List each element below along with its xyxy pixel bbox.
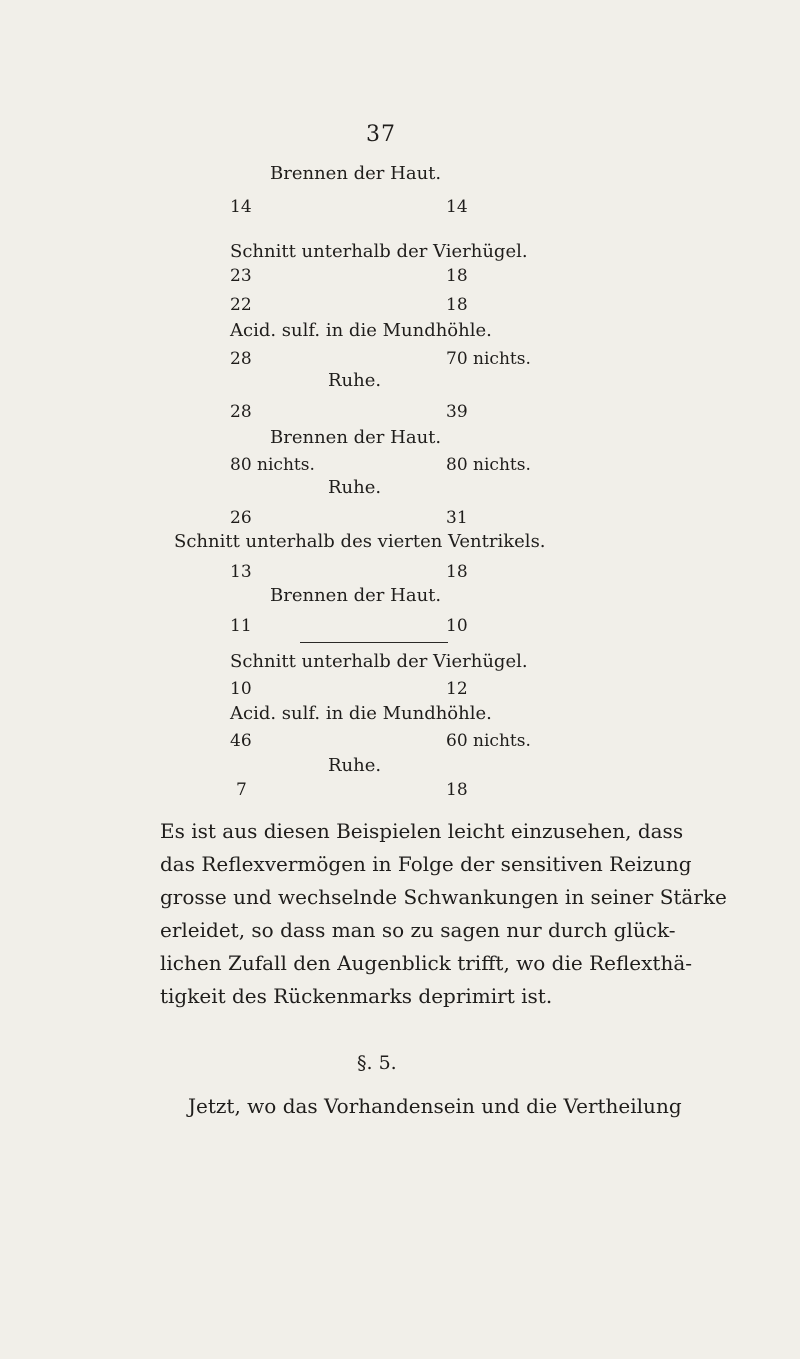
record-value-left: 14 [230,197,252,217]
record-value-left: 23 [230,266,252,286]
record-value-right: 18 [446,562,468,582]
paragraph-line: das Reflexvermögen in Folge der sensitiven Reizung [160,852,692,876]
record-value-right: 31 [446,508,468,528]
page-number: 37 [366,122,396,147]
record-value-right: 10 [446,616,468,636]
record-heading: Acid. sulf. in die Mundhöhle. [230,703,492,724]
record-heading: Brennen der Haut. [270,427,442,448]
record-value-right: 12 [446,679,468,699]
paragraph-line: tigkeit des Rückenmarks deprimirt ist. [160,984,553,1008]
record-value-right: 60 nichts. [446,731,531,751]
record-heading: Ruhe. [328,755,382,776]
body-paragraph [160,815,727,1013]
record-value-right: 39 [446,402,468,422]
paragraph-line: lichen Zufall den Augenblick trifft, wo die Reflexthä- [160,951,693,975]
record-value-left: 10 [230,679,252,699]
record-heading: Ruhe. [328,477,382,498]
record-value-left: 80 nichts. [230,455,315,475]
record-heading: Acid. sulf. in die Mundhöhle. [230,320,492,341]
record-heading: Schnitt unterhalb der Vierhügel. [230,651,528,672]
record-value-right: 14 [446,197,468,217]
record-heading: Brennen der Haut. [270,163,442,184]
record-value-right: 18 [446,780,468,800]
record-value-right: 80 nichts. [446,455,531,475]
record-heading: Brennen der Haut. [270,585,442,606]
record-heading: Schnitt unterhalb der Vierhügel. [230,241,528,262]
record-heading: Ruhe. [328,370,382,391]
record-value-left: 7 [236,780,247,800]
record-value-right: 18 [446,266,468,286]
record-value-left: 26 [230,508,252,528]
paragraph-line: Jetzt, wo das Vorhandensein und die Vertheilung [188,1094,682,1118]
record-heading: Schnitt unterhalb des vierten Ventrikels. [174,531,546,552]
divider-rule [300,642,448,643]
record-value-left: 46 [230,731,252,751]
record-value-left: 22 [230,295,252,315]
record-value-left: 11 [230,616,252,636]
record-value-right: 18 [446,295,468,315]
record-value-left: 13 [230,562,252,582]
record-value-left: 28 [230,402,252,422]
record-value-right: 70 nichts. [446,349,531,369]
record-value-left: 28 [230,349,252,369]
paragraph-line: erleidet, so dass man so zu sagen nur durch glück- [160,918,676,942]
paragraph-line: grosse und wechselnde Schwankungen in seiner Stärke [160,885,727,909]
paragraph-line: Es ist aus diesen Beispielen leicht einzusehen, dass [160,819,684,843]
section-heading: §. 5. [357,1052,397,1074]
